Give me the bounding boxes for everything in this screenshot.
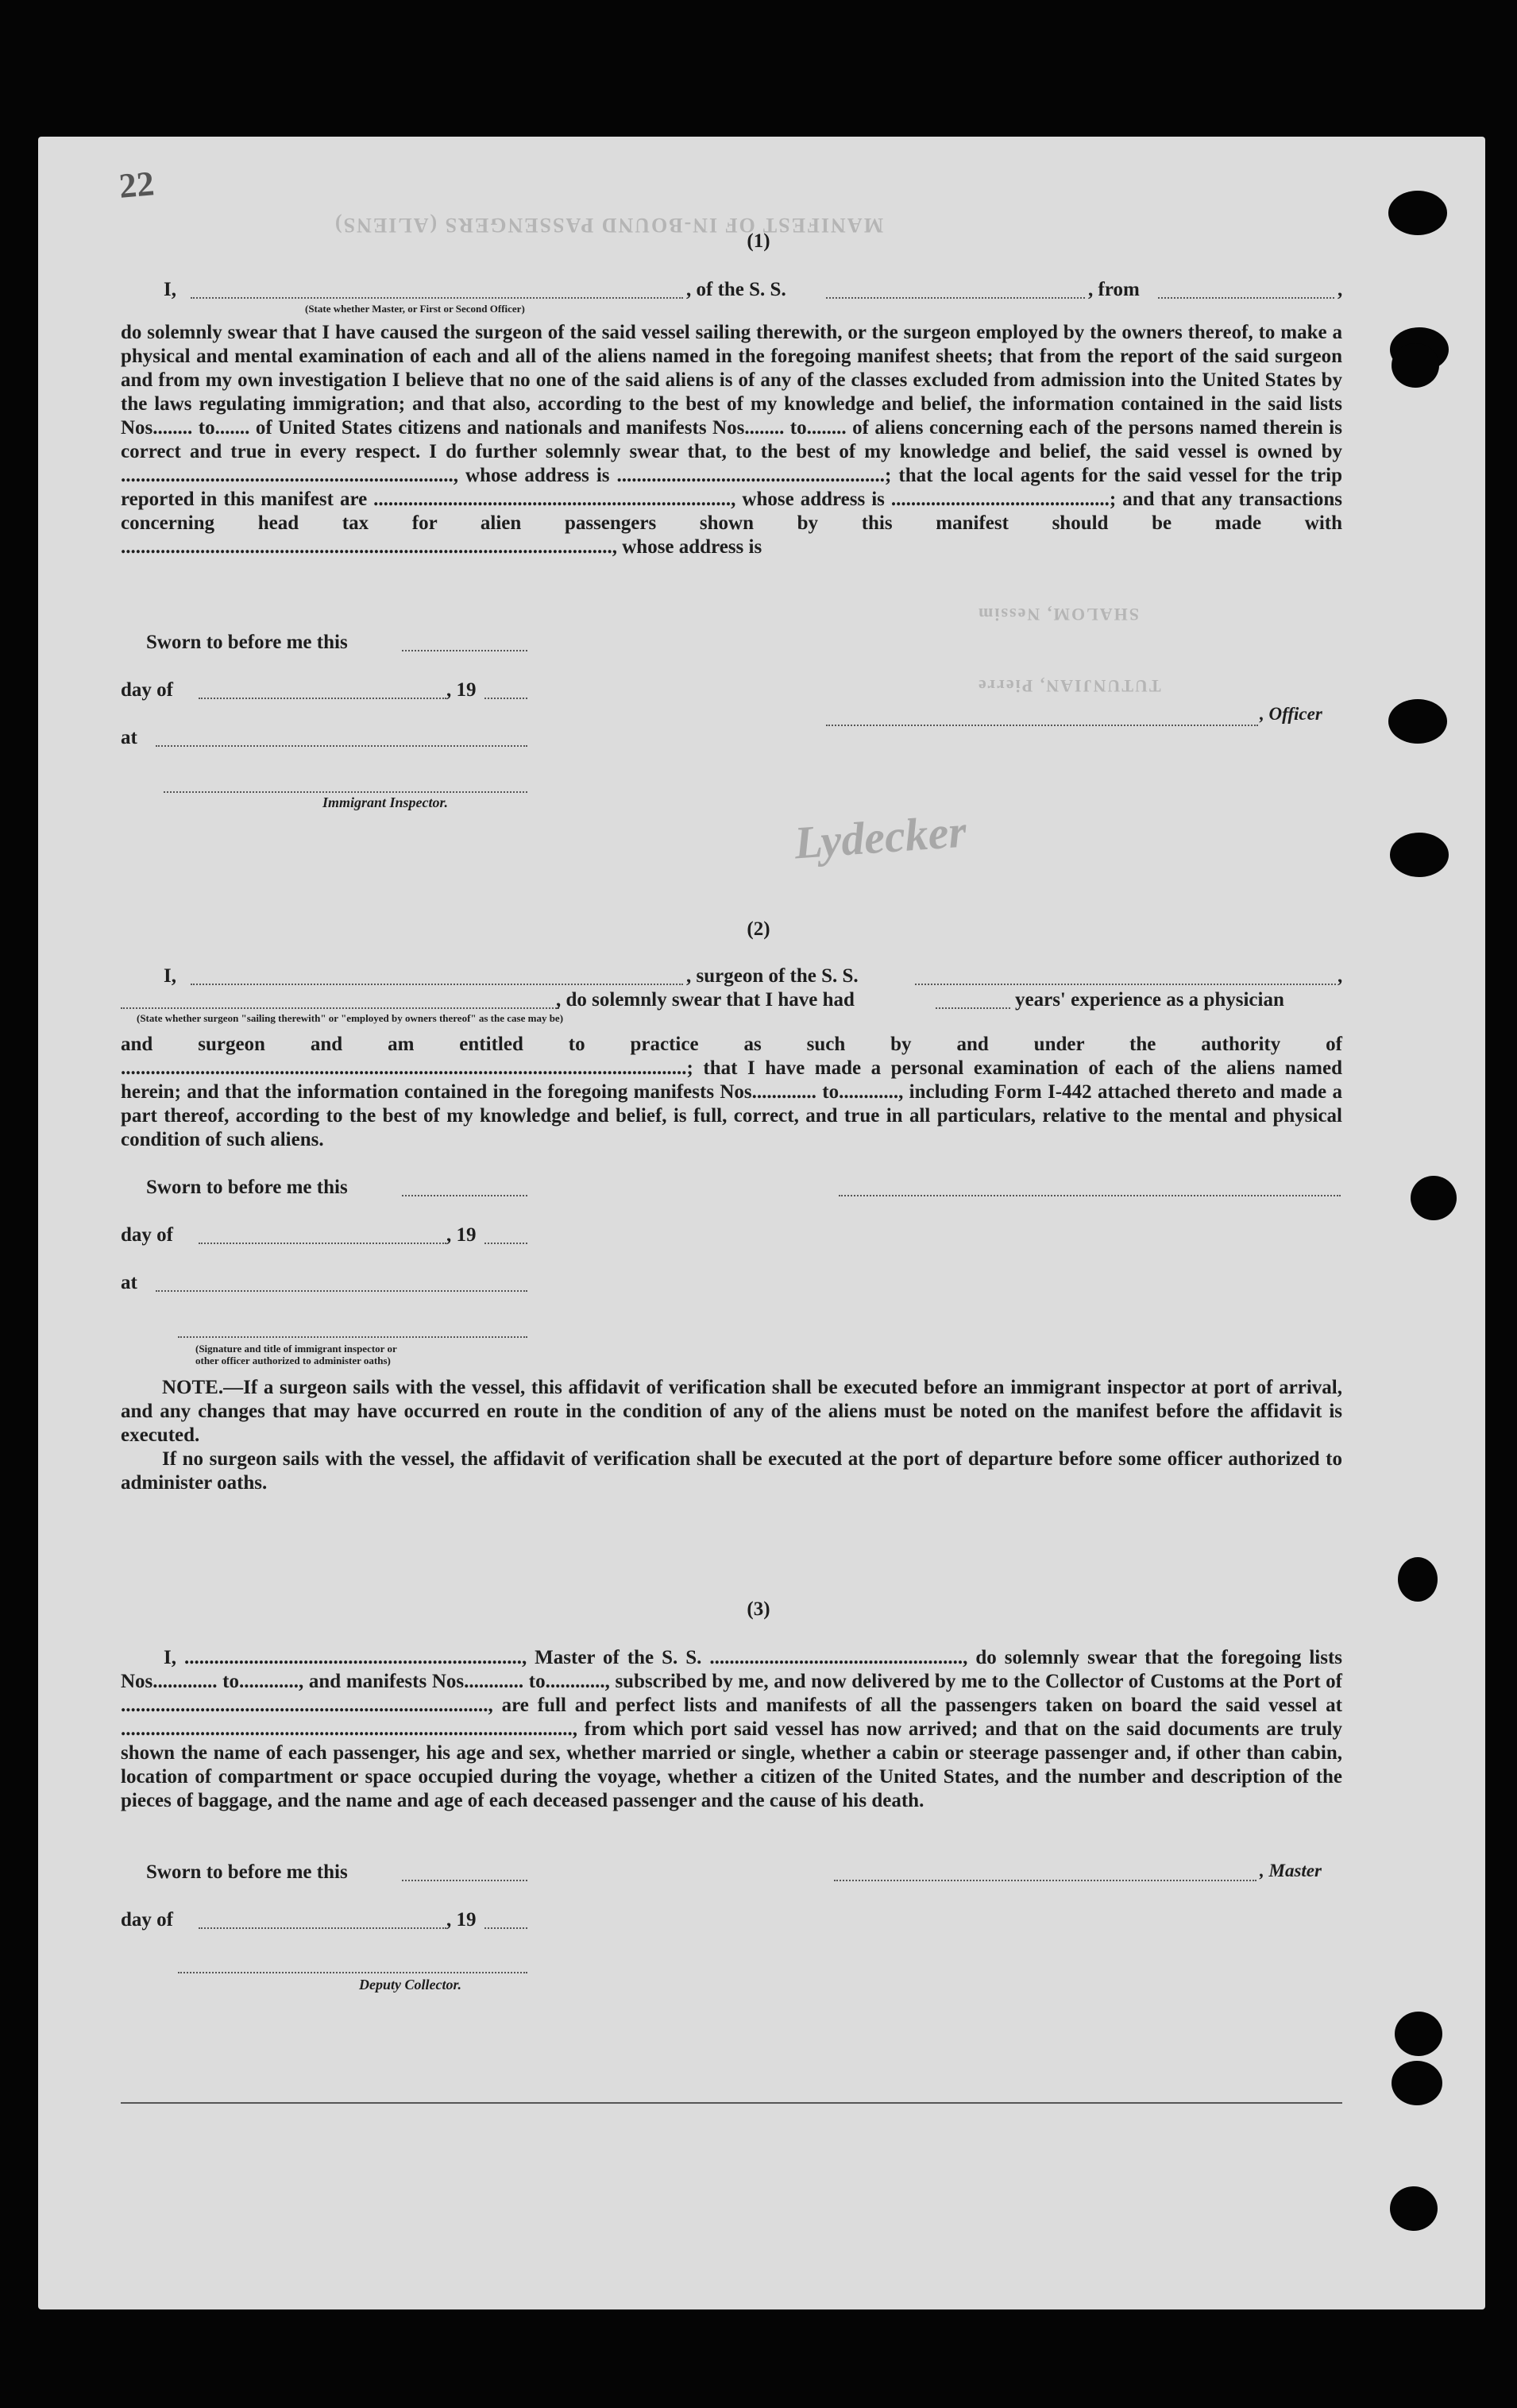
s3-sworn-label: Sworn to before me this [146, 1861, 348, 1883]
s2-surgeon-signature-field[interactable] [839, 1195, 1341, 1196]
s3-collector-signature-field[interactable] [178, 1972, 527, 1973]
s1-inspector-label: Immigrant Inspector. [322, 794, 449, 810]
s1-at-label: at [121, 727, 137, 748]
binder-hole [1390, 2186, 1438, 2231]
s2-at-field[interactable] [156, 1290, 527, 1292]
s2-oath-paragraph: and surgeon and am entitled to practice as such by and under the authority of ..................................................................................................................; that I have made a personal examination of each of the aliens named herein; and that the information contained in the foregoing manifests Nos............. to............, including Form I-442 attached thereto and made a part thereof, according to the best of my knowledge and belief, is full, correct, and true in all particulars, relative to the mental and physical condition of such aliens. [121, 1034, 1342, 1150]
s3-collector-label: Deputy Collector. [359, 1977, 461, 1992]
faded-bleed-row: TUTUNJIAN, Pierre [977, 676, 1161, 696]
s1-line-end: , [1338, 279, 1343, 300]
s2-i-label: I, [164, 965, 176, 987]
s3-day-of-label: day of [121, 1909, 173, 1931]
s3-oath-paragraph: I, ...................................................................., Master of the S. S. ..................................................., do solemnly swear that the foregoing lists Nos............. to............, and manifests Nos............ to............, subscribed by me, and now delivered by me to the Collector of Customs at the Port of .........................................................................., are full and perfect lists and manifests of all the passengers taken on board the said vessel at ..........................................................................................., from which port said vessel has now arrived; and that on the said documents are truly shown the name of each passenger, his age and sex, whether married or single, whether a cabin or steerage passenger and, if other than cabin, location of compartment or space occupied during the voyage, whether a citizen of the United States, and the number and description of the pieces of baggage, and the name and age of each deceased passenger and the cause of his death. [121, 1647, 1342, 1811]
s2-sworn-day-field[interactable] [402, 1195, 527, 1196]
s2-caption: (State whether surgeon "sailing therewith" or "employed by owners thereof" as the case may be) [137, 1012, 564, 1024]
section-1-number: (1) [747, 230, 770, 252]
handwritten-signature: Lydecker [792, 805, 968, 869]
s3-master-signature-field[interactable] [834, 1880, 1256, 1881]
section-3-number: (3) [747, 1598, 770, 1620]
s3-month-field[interactable] [199, 1927, 446, 1929]
s1-at-field[interactable] [156, 745, 527, 747]
s2-month-field[interactable] [199, 1243, 446, 1244]
s1-inspector-signature-field[interactable] [164, 791, 527, 793]
s2-line-end: , [1338, 965, 1343, 987]
s2-year-label: , 19 [446, 1224, 477, 1246]
s2-sig-caption-1: (Signature and title of immigrant inspector or [195, 1343, 397, 1355]
s1-from-field[interactable] [1158, 297, 1334, 299]
s1-sworn-day-field[interactable] [402, 650, 527, 651]
binder-hole [1388, 191, 1447, 235]
document-number: 22 [117, 164, 156, 206]
s2-vessel-field[interactable] [915, 984, 1336, 985]
s2-day-of-label: day of [121, 1224, 173, 1246]
s2-sig-caption-2: other officer authorized to administer oaths) [195, 1355, 391, 1366]
s2-sworn-label: Sworn to before me this [146, 1177, 348, 1198]
binder-hole [1388, 699, 1447, 744]
s3-master-label: , Master [1260, 1861, 1322, 1880]
binder-hole [1390, 833, 1449, 877]
s1-of-ss-label: , of the S. S. [686, 279, 786, 300]
s1-caption: (State whether Master, or First or Second Officer) [305, 303, 525, 315]
s2-surgeon-label: , surgeon of the S. S. [686, 965, 859, 987]
s1-day-of-label: day of [121, 679, 173, 701]
s2-years-field[interactable] [936, 1007, 1010, 1009]
s1-officer-label: , Officer [1260, 704, 1322, 724]
s3-year-label: , 19 [446, 1909, 477, 1931]
s2-capacity-field[interactable] [121, 1007, 559, 1009]
s3-year-field[interactable] [484, 1927, 527, 1929]
s1-officer-signature-field[interactable] [826, 725, 1258, 726]
s2-inspector-signature-field[interactable] [178, 1336, 527, 1338]
s1-year-label: , 19 [446, 679, 477, 701]
binder-hole [1398, 1557, 1438, 1602]
section-2-number: (2) [747, 918, 770, 940]
s1-sworn-label: Sworn to before me this [146, 632, 348, 653]
binder-hole [1392, 2061, 1442, 2105]
s1-oath-paragraph: do solemnly swear that I have caused the surgeon of the said vessel sailing therewith, or the surgeon employed by the owners thereof, to make a physical and mental examination of each and all of the aliens named in the foregoing manifest sheets; that from the report of the said surgeon and from my own investigation I believe that no one of the said aliens is of any of the classes excluded from admission into the United States by the laws regulating immigration; and that also, according to the best of my knowledge and belief, the information contained in the said lists Nos........ to....... of United States citizens and nationals and manifests Nos........ to........ of aliens concerning each of the persons named therein is correct and true in every respect. I do further solemnly swear that, to the best of my knowledge and belief, the said vessel is owned by ..................................................................., whose address is ......................................................; that the local agents for the said vessel for the trip reported in this manifest are ........................................................................, whose address is ............................................; and that any transactions concerning head tax for alien passengers shown by this manifest should be made with ..................................................................................................., whose address is [121, 322, 1342, 558]
page-bottom-rule [121, 2102, 1342, 2104]
s2-year-field[interactable] [484, 1243, 527, 1244]
s2-swear-label: , do solemnly swear that I have had [556, 989, 855, 1011]
s2-surgeon-name-field[interactable] [191, 984, 683, 985]
binder-hole [1392, 343, 1439, 388]
s1-from-label: , from [1088, 279, 1140, 300]
s3-sworn-day-field[interactable] [402, 1880, 527, 1881]
s2-at-label: at [121, 1272, 137, 1293]
s2-years-label: years' experience as a physician [1015, 989, 1284, 1011]
s1-month-field[interactable] [199, 698, 446, 699]
binder-hole [1411, 1176, 1457, 1220]
binder-hole [1395, 2012, 1442, 2056]
faded-bleed-row: SHALOM, Nessim [977, 605, 1139, 624]
s1-vessel-field[interactable] [826, 297, 1085, 299]
s2-note-1: NOTE.—If a surgeon sails with the vessel, this affidavit of verification shall be executed before an immigrant inspector at port of arrival, and any changes that may have occurred en route in the condition of any of the aliens must be noted on the manifest before the affidavit is executed. [121, 1377, 1342, 1446]
s1-i-label: I, [164, 279, 176, 300]
s1-year-field[interactable] [484, 698, 527, 699]
s2-note-2: If no surgeon sails with the vessel, the affidavit of verification shall be executed at the port of departure before some officer authorized to administer oaths. [121, 1448, 1342, 1494]
faded-manifest-header: MANIFEST OF IN-BOUND PASSENGERS (ALIENS) [334, 214, 884, 237]
s1-name-field[interactable] [191, 297, 683, 299]
